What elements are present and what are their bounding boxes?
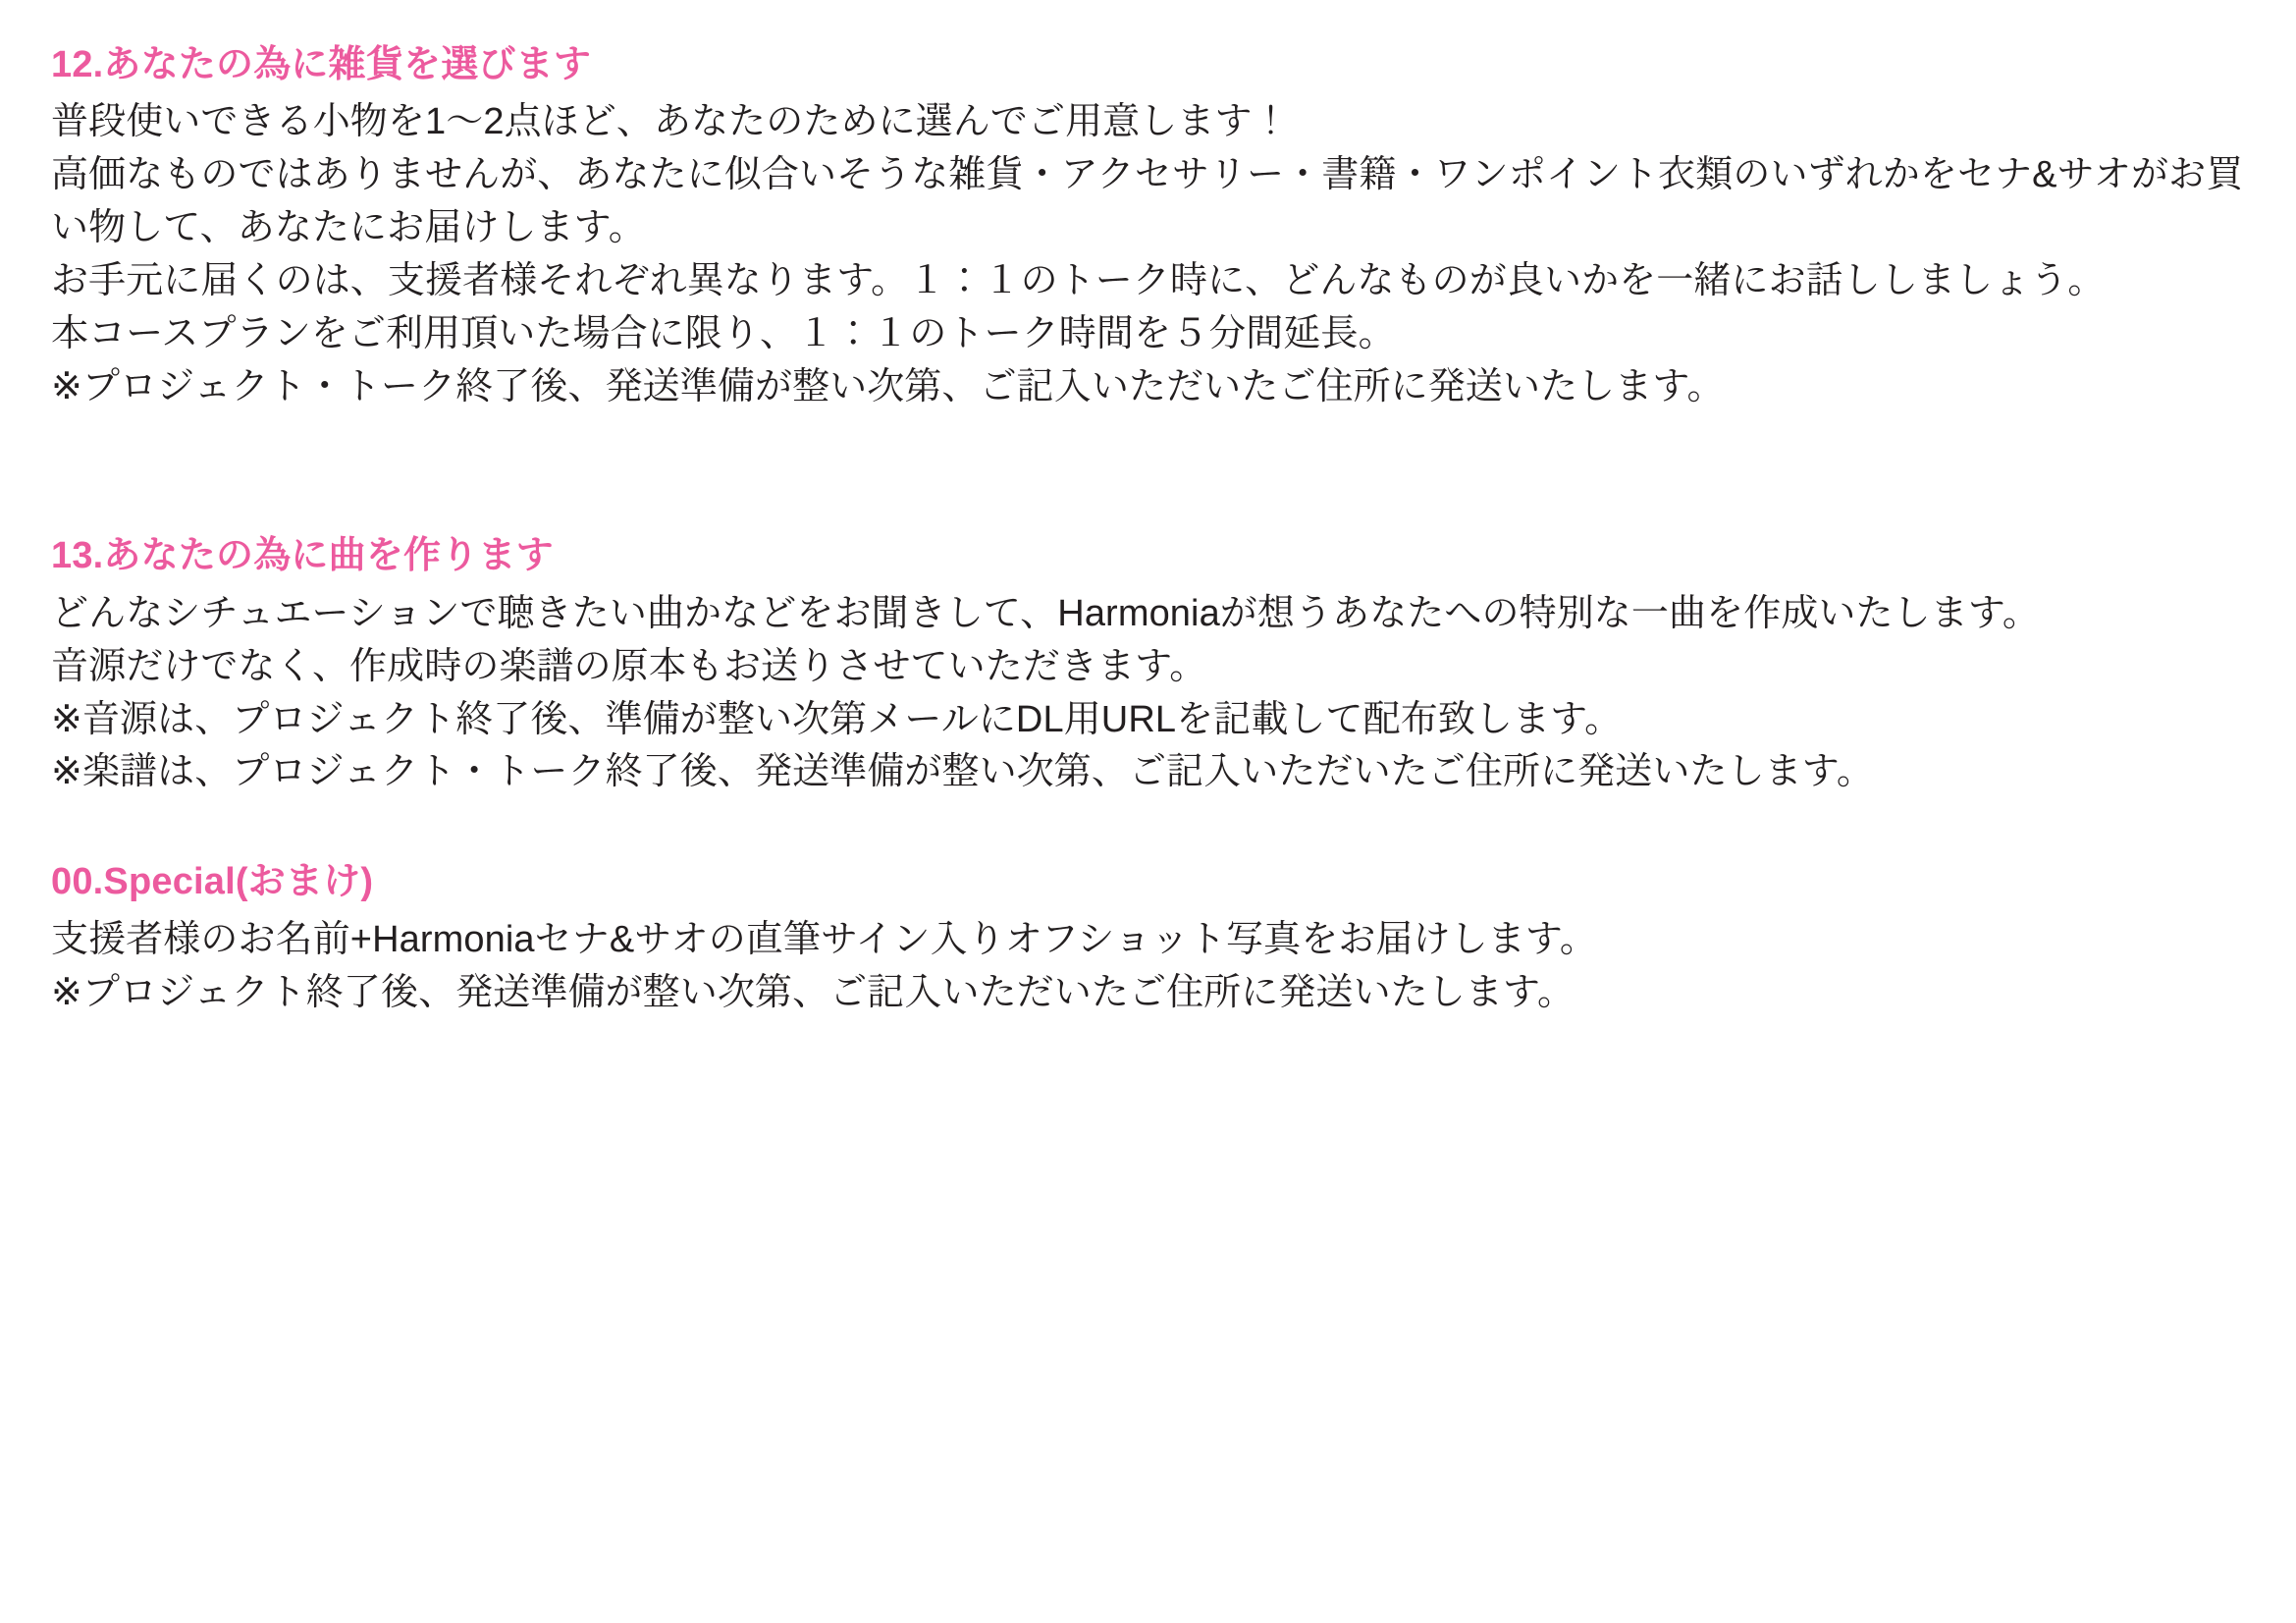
body-line: 高価なものではありませんが、あなたに似合いそうな雑貨・アクセサリー・書籍・ワンポイント衣類のいずれかをセナ&サオがお買い物して、あなたにお届けします。 — [51, 154, 2244, 249]
section-heading: 00.Special(おまけ) — [51, 861, 374, 903]
body-line: ※プロジェクト終了後、発送準備が整い次第、ご記入いただいたご住所に発送いたします。 — [51, 971, 1575, 1013]
body-line: ※楽譜は、プロジェクト・トーク終了後、発送準備が整い次第、ご記入いただいたご住所に発送いたします。 — [51, 751, 1874, 793]
body-line: ※プロジェクト・トーク終了後、発送準備が整い次第、ご記入いただいたご住所に発送いたします。 — [51, 366, 1725, 408]
body-line: 普段使いできる小物を1〜2点ほど、あなたのために選んでご用意します！ — [51, 101, 1290, 143]
section-heading: 13.あなたの為に曲を作ります — [51, 535, 554, 577]
reward-section-special — [51, 856, 2245, 1019]
reward-section-12 — [51, 39, 2245, 414]
body-line: 本コースプランをご利用頂いた場合に限り、１：１のトーク時間を５分間延長。 — [51, 313, 1396, 355]
reward-section-13 — [51, 530, 2245, 799]
body-line: 音源だけでなく、作成時の楽譜の原本もお送りさせていただきます。 — [51, 645, 1207, 687]
section-body — [51, 914, 2245, 1020]
body-line: どんなシチュエーションで聴きたい曲かなどをお聞きして、Harmoniaが想うあなたへの特別な一曲を作成いたします。 — [51, 592, 2040, 634]
section-body — [51, 588, 2245, 800]
section-heading: 12.あなたの為に雑貨を選びます — [51, 44, 592, 85]
section-body — [51, 96, 2245, 414]
section-spacer — [51, 799, 2245, 856]
body-line: 支援者様のお名前+Harmoniaセナ&サオの直筆サイン入りオフショット写真をお届けします。 — [51, 918, 1597, 960]
section-spacer — [51, 414, 2245, 530]
body-line: お手元に届くのは、支援者様それぞれ異なります。１：１のトーク時に、どんなものが良いかを一緒にお話ししましょう。 — [51, 260, 2106, 302]
body-line: ※音源は、プロジェクト終了後、準備が整い次第メールにDL用URLを記載して配布致します。 — [51, 698, 1623, 740]
